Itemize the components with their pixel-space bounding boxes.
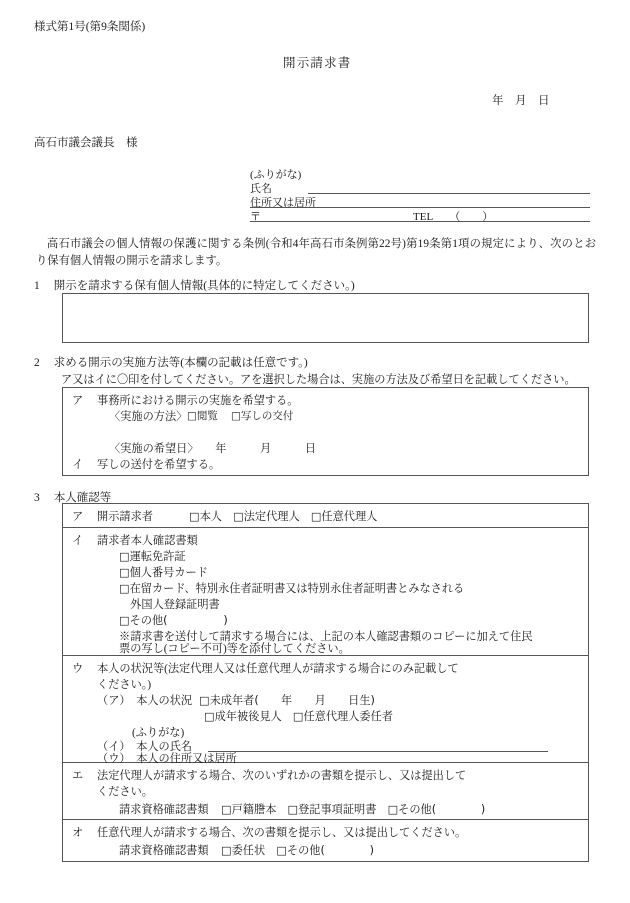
legal-qualification-docs-options[interactable]: □戸籍謄本 □登記事項証明書 □その他( )	[221, 803, 486, 816]
section-1-title: 開示を請求する保有個人情報(具体的に特定してください。)	[53, 280, 355, 292]
identity-documents-note-line-1: ※請求書を送付して請求する場合には、上記の本人確認書類のコピーに加えて住民	[119, 631, 533, 643]
option-i-mark[interactable]: イ	[72, 459, 84, 471]
table-row-requester-type	[63, 504, 588, 528]
implementation-method-label: 〈実施の方法〉	[109, 411, 188, 423]
section-1-heading	[34, 277, 355, 293]
option-i-text: 写しの送付を希望する。	[97, 459, 221, 471]
residence-card-continued: 外国人登録証明書	[119, 599, 220, 611]
checkbox-other-document[interactable]: □その他( )	[119, 614, 228, 627]
row-mark-a: ア	[72, 511, 84, 523]
principal-status-label-line-1: 本人の状況等(法定代理人又は任意代理人が請求する場合にのみ記載して	[97, 663, 459, 675]
section-1-number: 1	[34, 280, 40, 292]
checkbox-adult-ward[interactable]: □成年被後見人 □任意代理人委任者	[204, 710, 393, 723]
checkbox-my-number-card[interactable]: □個人番号カード	[119, 566, 208, 579]
legal-qualification-docs-label: 請求資格確認書類	[119, 804, 209, 816]
date-field[interactable]: 年 月 日	[492, 95, 550, 107]
voluntary-representative-label: 任意代理人が請求する場合、次の書類を提示し、又は提出してください。	[97, 827, 467, 839]
principal-furigana-label: (ふりがな)	[132, 727, 185, 739]
legal-representative-label-line-2: ください。	[97, 786, 153, 798]
postal-code-label: 〒	[250, 211, 261, 223]
furigana-label: (ふりがな)	[250, 169, 302, 181]
table-row-principal-status	[63, 656, 588, 763]
row-mark-u: ウ	[72, 663, 84, 675]
addressee: 高石市議会議長 様	[34, 137, 138, 149]
option-a-text: 事務所における開示の実施を希望する。	[97, 395, 299, 407]
voluntary-qualification-docs-label: 請求資格確認書類	[119, 845, 209, 857]
section-2-box	[62, 387, 589, 476]
postal-input-rule[interactable]	[250, 221, 590, 222]
form-number: 様式第1号(第9条関係)	[34, 21, 146, 33]
telephone-label[interactable]: TEL （ ）	[413, 211, 494, 223]
principal-address-label: （ウ） 本人の住所又は居所	[97, 753, 237, 765]
option-a-mark[interactable]: ア	[72, 395, 84, 407]
row-mark-i: イ	[72, 535, 84, 547]
checkbox-drivers-license[interactable]: □運転免許証	[119, 550, 186, 563]
sub-a-status-label: （ア） 本人の状況	[97, 695, 193, 707]
desired-date-field[interactable]: 〈実施の希望日〉 年 月 日	[109, 443, 316, 455]
checkbox-residence-card[interactable]: □在留カード、特別永住者証明書又は特別永住者証明書とみなされる	[119, 582, 465, 595]
legal-representative-label-line-1: 法定代理人が請求する場合、次のいずれかの書類を提示し、又は提出して	[97, 770, 467, 782]
table-row-voluntary-representative	[63, 820, 588, 861]
document-title: 開示請求書	[283, 56, 352, 70]
voluntary-qualification-docs-options[interactable]: □委任状 □その他( )	[221, 844, 374, 857]
checkbox-viewing[interactable]: □閲覧	[187, 410, 218, 422]
principal-name-input-rule[interactable]	[208, 751, 548, 752]
section-2-heading	[34, 354, 308, 370]
section-2-title: 求める開示の実施方法等(本欄の記載は任意です。)	[53, 357, 308, 369]
identity-documents-label: 請求者本人確認書類	[97, 535, 198, 547]
section-3-number: 3	[34, 492, 40, 504]
checkbox-minor[interactable]: □未成年者( 年 月 日生)	[199, 694, 375, 707]
row-mark-e: エ	[72, 770, 84, 782]
identity-documents-note-line-2: 票の写し(コピー不可)等を添付してください。	[119, 643, 350, 655]
section-2-note: ア又はイに〇印を付してください。アを選択した場合は、実施の方法及び希望日を記載してください。	[61, 374, 576, 386]
requester-type-label: 開示請求者	[97, 511, 153, 523]
name-input-rule[interactable]	[308, 193, 590, 194]
table-row-identity-documents	[63, 528, 588, 656]
table-row-legal-representative	[63, 763, 588, 820]
checkbox-copy-delivery[interactable]: □写しの交付	[231, 410, 294, 422]
principal-status-label-line-2: ください。)	[97, 679, 152, 691]
requester-type-options[interactable]: □本人 □法定代理人 □任意代理人	[189, 510, 378, 523]
row-mark-o: オ	[72, 827, 84, 839]
section-2-number: 2	[34, 357, 40, 369]
address-label: 住所又は居所	[250, 197, 316, 209]
intro-paragraph: 高石市議会の個人情報の保護に関する条例(令和4年高石市条例第22号)第19条第1項の規定により、次のとおり保有個人情報の開示を請求します。	[36, 238, 596, 267]
identity-verification-table	[62, 503, 589, 862]
section-1-input-box[interactable]	[62, 293, 589, 343]
section-3-title: 本人確認等	[53, 492, 112, 504]
name-label: 氏名	[250, 183, 272, 195]
principal-name-label: （イ） 本人の氏名	[97, 741, 193, 753]
